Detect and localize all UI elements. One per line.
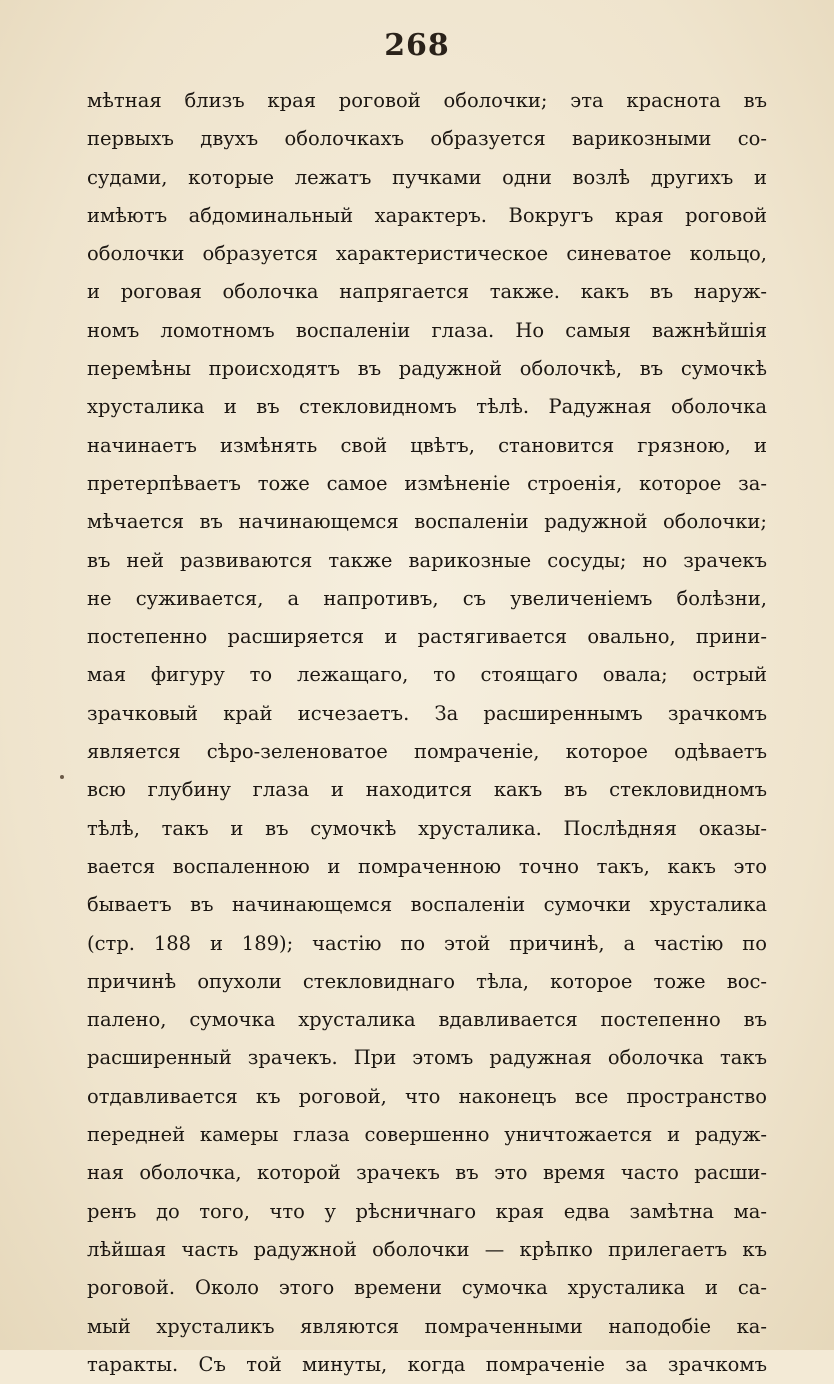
text-line: палено, сумочка хрусталика вдавливается постепенно въ xyxy=(87,1008,767,1032)
body-text xyxy=(87,82,767,1384)
text-line: (стр. 188 и 189); частію по этой причинѣ, а частію по xyxy=(87,931,767,955)
page-number: 268 xyxy=(384,28,450,63)
text-line: мая фигуру то лежащаго, то стоящаго овала; острый xyxy=(87,663,767,687)
text-line: претерпѣваетъ тоже самое измѣненіе строенія, которое за- xyxy=(87,471,767,495)
text-line: всю глубину глаза и находится какъ въ стекловидномъ xyxy=(87,778,767,802)
text-line: лѣйшая часть радужной оболочки — крѣпко прилегаетъ къ xyxy=(87,1237,767,1261)
text-line: мый хрусталикъ являются помраченными наподобіе ка- xyxy=(87,1314,767,1338)
text-line: судами, которые лежатъ пучками одни возлѣ другихъ и xyxy=(87,165,767,189)
text-line: причинѣ опухоли стекловиднаго тѣла, которое тоже вос- xyxy=(87,969,767,993)
text-line: зрачковый край исчезаетъ. За расширеннымъ зрачкомъ xyxy=(87,701,767,725)
text-line: вается воспаленною и помраченною точно такъ, какъ это xyxy=(87,854,767,878)
text-line: перемѣны происходятъ въ радужной оболочкѣ, въ сумочкѣ xyxy=(87,357,767,381)
text-line: является сѣро-зеленоватое помраченіе, которое одѣваетъ xyxy=(87,740,767,764)
text-line: расширенный зрачекъ. При этомъ радужная оболочка такъ xyxy=(87,1046,767,1070)
text-line: таракты. Съ той минуты, когда помраченіе за зрачкомъ xyxy=(87,1352,767,1376)
text-line: въ ней развиваются также варикозные сосуды; но зрачекъ xyxy=(87,548,767,572)
text-line: начинаетъ измѣнять свой цвѣтъ, становится грязною, и xyxy=(87,433,767,457)
text-line: отдавливается къ роговой, что наконецъ все пространство xyxy=(87,1084,767,1108)
text-line: постепенно расширяется и растягивается овально, прини- xyxy=(87,625,767,649)
text-line: передней камеры глаза совершенно уничтожается и радуж- xyxy=(87,1123,767,1147)
text-line: и роговая оболочка напрягается также. какъ въ наруж- xyxy=(87,280,767,304)
text-line: не суживается, а напротивъ, съ увеличеніемъ болѣзни, xyxy=(87,586,767,610)
text-line: бываетъ въ начинающемся воспаленіи сумочки хрусталика xyxy=(87,893,767,917)
margin-dot xyxy=(60,775,64,779)
text-line: номъ ломотномъ воспаленіи глаза. Но самыя важнѣйшія xyxy=(87,318,767,342)
text-line: хрусталика и въ стекловидномъ тѣлѣ. Радужная оболочка xyxy=(87,395,767,419)
text-line: первыхъ двухъ оболочкахъ образуется варикозными со- xyxy=(87,127,767,151)
text-line: мѣчается въ начинающемся воспаленіи радужной оболочки; xyxy=(87,510,767,534)
text-line: роговой. Около этого времени сумочка хрусталика и са- xyxy=(87,1276,767,1300)
text-line: ная оболочка, которой зрачекъ въ это время часто расши- xyxy=(87,1161,767,1185)
text-line: ренъ до того, что у рѣсничнаго края едва замѣтна ма- xyxy=(87,1199,767,1223)
text-line: оболочки образуется характеристическое синеватое кольцо, xyxy=(87,242,767,266)
text-line: мѣтная близъ края роговой оболочки; эта краснота въ xyxy=(87,89,767,112)
text-line: тѣлѣ, такъ и въ сумочкѣ хрусталика. Послѣдняя оказы- xyxy=(87,816,767,840)
text-line: имѣютъ абдоминальный характеръ. Вокругъ края роговой xyxy=(87,203,767,227)
